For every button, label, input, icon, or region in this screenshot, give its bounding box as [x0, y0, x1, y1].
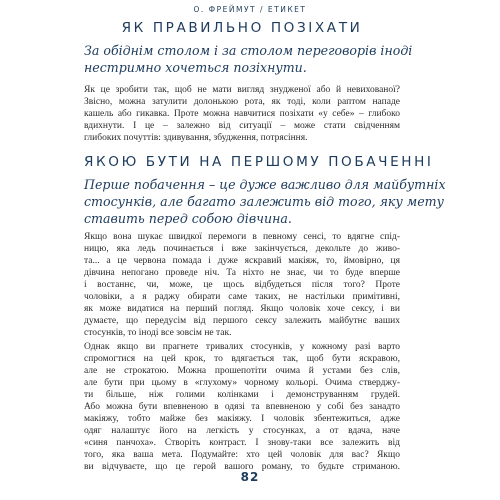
text-line: Звісно, можна затулити долонькою рота, як тоді, коли раптом нападе — [84, 97, 400, 108]
text-line: і востаннє, чи, може, це щось відбудеться після того? Проте — [84, 280, 400, 291]
lead-line: ставить перед собою дівчина. — [84, 211, 292, 226]
running-header: О. ФРЕЙМУТ / ЕТИКЕТ — [193, 5, 307, 14]
text-line: ти більше, ніж голими колінками і демонструванням грудей. — [84, 390, 400, 401]
page-number: 82 — [240, 470, 260, 484]
text-line: Якщо вона шукає швидкої перемоги в певному сенсі, то вдягне спід- — [84, 232, 400, 242]
text-line: Як це зробити так, щоб не мати вигляд знудженої або й невихованої? — [84, 85, 400, 95]
text-line: та... а це червона помада і дуже яскравий макіяж, то, ймовірно, ця — [84, 256, 400, 267]
text-line: ви відчуваєте, що це герой вашого роману, то будьте стриманою. — [84, 462, 400, 473]
text-line: «синя панчоха». Створіть контраст. І знову-таки все залежить від — [84, 438, 400, 449]
text-line: але бути при цьому в «глухому» чорному кольорі. Очима стверджу- — [84, 378, 400, 389]
text-line: ницю, яка ледь починається і вже закінчується, декольте до живо- — [84, 244, 400, 255]
text-line: макіяжу, тобто майже без макіяжу. І чоловік збентежиться, адже — [84, 414, 400, 425]
lead-line: нестримно хочеться позіхнути. — [84, 60, 307, 75]
text-line: як може видатися на перший погляд. Якщо чоловік хоче сексу, і ви — [84, 304, 400, 315]
text-line: але не строкатою. Можна прошепотіти очима й устами без слів, — [84, 366, 400, 377]
text-line: того, яка ваша мета. Подумайте: хто цей чоловік для вас? Якщо — [84, 450, 400, 461]
text-line: дівчина непогано проведе ніч. Та ніхто не знає, чи то буде вперше — [84, 268, 400, 279]
paragraph-first-date-2 — [84, 341, 400, 474]
text-line: стосунків, то іноді все зовсім не так. — [84, 328, 232, 339]
text-line: одяг налаштує його на легкість у стосунках, а от вдача, наче — [84, 426, 400, 437]
section-title-yawn: ЯК ПРАВИЛЬНО ПОЗІХАТИ — [121, 20, 363, 36]
section-lead-yawn — [84, 42, 413, 76]
text-line: спромогтися на цей крок, то вдягається так, щоб бути яскравою, — [84, 354, 400, 365]
text-line: думаєте, що передусім від першого сексу залежить майбутнє ваших — [84, 316, 400, 327]
text-line: вдихнути. І це – залежно від ситуації – може стати свідченням — [84, 121, 400, 132]
text-line: Або можна бути впевненою в одязі та впевненою у собі без занадто — [84, 402, 400, 413]
paragraph-yawn — [84, 84, 400, 144]
paragraph-first-date-1 — [84, 231, 400, 339]
lead-line: стосунків, але багато залежить від того, яку мету — [84, 194, 444, 209]
lead-line: Перше побачення – це дуже важливо для майбутніх — [84, 177, 446, 192]
section-title-first-date: ЯКОЮ БУТИ НА ПЕРШОМУ ПОБАЧЕННІ — [84, 154, 434, 170]
section-lead-first-date — [84, 176, 446, 227]
text-line: кашель або гикавка. Проте можна навчитися позіхати «у себе» – глибоко — [84, 109, 400, 120]
text-line: чоловіки, а я раджу обирати саме таких, не настільки примітивні, — [84, 292, 400, 303]
text-line: глибоких почуттів: здивування, збудження, потрясіння. — [84, 133, 308, 144]
text-line: Однак якщо ви прагнете тривалих стосунків, у кожному разі варто — [84, 342, 400, 352]
lead-line: За обіднім столом і за столом переговорів іноді — [84, 43, 413, 58]
